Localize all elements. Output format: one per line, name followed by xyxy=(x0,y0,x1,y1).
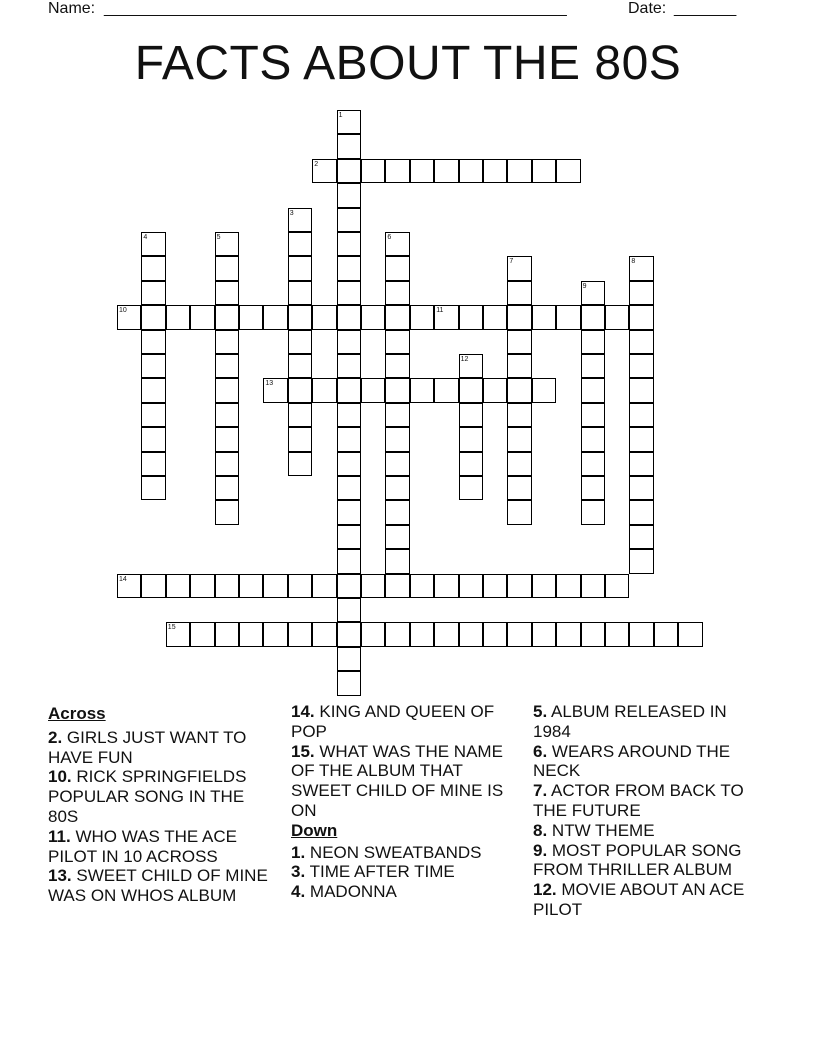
grid-cell[interactable] xyxy=(215,281,239,305)
grid-cell[interactable] xyxy=(532,622,556,646)
grid-cell[interactable] xyxy=(337,330,361,354)
grid-cell[interactable] xyxy=(434,622,458,646)
grid-cell[interactable] xyxy=(556,622,580,646)
grid-cell[interactable] xyxy=(410,622,434,646)
clue-down-5 xyxy=(533,702,763,742)
clue-down-9 xyxy=(533,841,763,881)
grid-cell[interactable] xyxy=(434,574,458,598)
clue-down-8 xyxy=(533,821,763,841)
grid-cell[interactable] xyxy=(190,574,214,598)
clue-number-label: 15 xyxy=(167,624,176,632)
grid-cell[interactable] xyxy=(166,305,190,329)
clue-number-label: 8 xyxy=(631,258,636,266)
grid-cell[interactable] xyxy=(581,403,605,427)
grid-cell[interactable] xyxy=(215,354,239,378)
grid-cell[interactable] xyxy=(507,403,531,427)
clue-number: 3. xyxy=(291,862,306,882)
grid-cell[interactable] xyxy=(263,574,287,598)
grid-cell[interactable] xyxy=(654,622,678,646)
clue-text: NTW THEME xyxy=(551,820,655,840)
clue-text: NEON SWEATBANDS xyxy=(309,842,482,862)
clue-number: 10. xyxy=(48,767,72,787)
clue-text: WEARS AROUND THE NECK xyxy=(533,741,731,781)
clue-across-14 xyxy=(291,702,521,742)
grid-cell[interactable] xyxy=(532,574,556,598)
grid-cell[interactable] xyxy=(141,574,165,598)
grid-cell[interactable] xyxy=(215,622,239,646)
grid-cell[interactable] xyxy=(459,622,483,646)
across-heading: Across xyxy=(48,704,106,723)
date-field-line[interactable]: _______ xyxy=(674,0,737,17)
grid-cell[interactable] xyxy=(288,330,312,354)
grid-cell[interactable] xyxy=(288,403,312,427)
grid-cell[interactable] xyxy=(385,427,409,451)
grid-cell[interactable] xyxy=(507,354,531,378)
clue-down-3 xyxy=(291,862,521,882)
grid-cell[interactable] xyxy=(337,134,361,158)
grid-cell[interactable] xyxy=(288,256,312,280)
grid-cell[interactable] xyxy=(215,403,239,427)
clue-number: 5. xyxy=(533,702,548,721)
grid-cell[interactable] xyxy=(337,500,361,524)
clue-number-label: 14 xyxy=(119,575,127,583)
grid-cell[interactable] xyxy=(581,476,605,500)
grid-cell[interactable] xyxy=(385,305,409,329)
grid-cell[interactable] xyxy=(166,622,190,646)
grid-cell[interactable] xyxy=(507,378,531,402)
grid-cell[interactable] xyxy=(337,281,361,305)
grid-cell[interactable] xyxy=(239,622,263,646)
grid-cell[interactable] xyxy=(312,305,336,329)
clue-down-1 xyxy=(291,843,521,863)
grid-cell[interactable] xyxy=(410,305,434,329)
grid-cell[interactable] xyxy=(629,330,653,354)
grid-cell[interactable] xyxy=(215,476,239,500)
grid-cell[interactable] xyxy=(337,598,361,622)
grid-cell[interactable] xyxy=(263,305,287,329)
grid-cell[interactable] xyxy=(312,574,336,598)
grid-cell[interactable] xyxy=(337,647,361,671)
grid-cell[interactable] xyxy=(337,427,361,451)
grid-cell[interactable] xyxy=(361,305,385,329)
grid-cell[interactable] xyxy=(215,452,239,476)
grid-cell[interactable] xyxy=(337,305,361,329)
grid-cell[interactable] xyxy=(385,159,409,183)
grid-cell[interactable] xyxy=(288,427,312,451)
grid-cell[interactable] xyxy=(507,281,531,305)
grid-cell[interactable] xyxy=(141,305,165,329)
grid-cell[interactable] xyxy=(337,622,361,646)
clue-text: MADONNA xyxy=(309,882,397,902)
clue-text: MOVIE ABOUT AN ACE PILOT xyxy=(533,880,745,919)
grid-cell[interactable] xyxy=(459,427,483,451)
grid-cell[interactable] xyxy=(459,378,483,402)
grid-cell[interactable] xyxy=(532,305,556,329)
grid-cell[interactable] xyxy=(507,622,531,646)
grid-cell[interactable] xyxy=(629,281,653,305)
clue-number-label: 5 xyxy=(216,234,221,241)
grid-cell[interactable] xyxy=(215,427,239,451)
clue-number-label: 9 xyxy=(582,282,587,290)
grid-cell[interactable] xyxy=(556,159,580,183)
grid-cell[interactable] xyxy=(581,622,605,646)
grid-cell[interactable] xyxy=(361,622,385,646)
grid-cell[interactable] xyxy=(385,403,409,427)
grid-cell[interactable] xyxy=(459,159,483,183)
grid-cell[interactable] xyxy=(629,403,653,427)
grid-cell[interactable] xyxy=(483,622,507,646)
grid-cell[interactable] xyxy=(605,574,629,598)
grid-cell[interactable] xyxy=(507,574,531,598)
grid-cell[interactable] xyxy=(312,622,336,646)
grid-cell[interactable] xyxy=(141,354,165,378)
grid-cell[interactable] xyxy=(385,378,409,402)
down-heading: Down xyxy=(291,820,338,840)
grid-cell[interactable] xyxy=(483,305,507,329)
grid-cell[interactable] xyxy=(385,281,409,305)
grid-cell[interactable] xyxy=(434,305,458,329)
grid-cell[interactable] xyxy=(190,622,214,646)
grid-cell[interactable] xyxy=(678,622,702,646)
clue-number: 12. xyxy=(533,880,557,900)
clue-number-label: 2 xyxy=(314,160,319,168)
grid-cell[interactable] xyxy=(337,208,361,232)
grid-cell[interactable] xyxy=(385,256,409,280)
grid-cell[interactable] xyxy=(581,281,605,305)
grid-cell[interactable] xyxy=(581,427,605,451)
grid-cell[interactable] xyxy=(337,159,361,183)
clue-number: 9. xyxy=(533,840,548,860)
grid-cell[interactable] xyxy=(215,378,239,402)
grid-cell[interactable] xyxy=(337,452,361,476)
grid-cell[interactable] xyxy=(141,256,165,280)
worksheet-header xyxy=(48,0,748,20)
grid-cell[interactable] xyxy=(337,549,361,573)
clue-down-6 xyxy=(533,742,763,782)
grid-cell[interactable] xyxy=(556,574,580,598)
grid-cell[interactable] xyxy=(337,110,361,134)
grid-cell[interactable] xyxy=(215,256,239,280)
grid-cell[interactable] xyxy=(166,574,190,598)
grid-cell[interactable] xyxy=(263,622,287,646)
grid-cell[interactable] xyxy=(410,574,434,598)
clues-column-3 xyxy=(533,702,763,920)
grid-cell[interactable] xyxy=(385,500,409,524)
date-label: Date: xyxy=(628,0,667,17)
grid-cell[interactable] xyxy=(288,574,312,598)
grid-cell[interactable] xyxy=(629,622,653,646)
name-field-line[interactable]: ____________________________________________________ xyxy=(104,0,567,17)
grid-cell[interactable] xyxy=(459,305,483,329)
grid-cell[interactable] xyxy=(337,671,361,695)
grid-cell[interactable] xyxy=(629,427,653,451)
clue-number-label: 11 xyxy=(436,307,444,315)
grid-cell[interactable] xyxy=(507,500,531,524)
grid-cell[interactable] xyxy=(385,330,409,354)
grid-cell[interactable] xyxy=(507,427,531,451)
clue-number: 2. xyxy=(48,727,63,747)
clues-column-1 xyxy=(48,702,278,906)
clue-text: GIRLS JUST WANT TO HAVE FUN xyxy=(48,727,247,767)
grid-cell[interactable] xyxy=(337,354,361,378)
grid-cell[interactable] xyxy=(556,305,580,329)
grid-cell[interactable] xyxy=(337,574,361,598)
grid-cell[interactable] xyxy=(239,574,263,598)
grid-cell[interactable] xyxy=(459,476,483,500)
grid-cell[interactable] xyxy=(190,305,214,329)
grid-cell[interactable] xyxy=(385,525,409,549)
grid-cell[interactable] xyxy=(629,500,653,524)
grid-cell[interactable] xyxy=(239,305,263,329)
clue-text: WHO WAS THE ACE PILOT IN 10 ACROSS xyxy=(48,826,237,866)
grid-cell[interactable] xyxy=(288,305,312,329)
grid-cell[interactable] xyxy=(361,378,385,402)
clue-number: 4. xyxy=(291,882,306,902)
grid-cell[interactable] xyxy=(141,378,165,402)
clue-down-7 xyxy=(533,781,763,821)
grid-cell[interactable] xyxy=(507,452,531,476)
grid-cell[interactable] xyxy=(605,305,629,329)
grid-cell[interactable] xyxy=(459,452,483,476)
grid-cell[interactable] xyxy=(410,378,434,402)
clue-number-label: 13 xyxy=(265,380,274,388)
clue-text: ALBUM RELEASED IN 1984 xyxy=(533,702,727,741)
clue-text: WHAT WAS THE NAME OF THE ALBUM THAT SWEET CHILD OF MINE IS ON xyxy=(291,741,504,820)
grid-cell[interactable] xyxy=(288,281,312,305)
grid-cell[interactable] xyxy=(141,330,165,354)
grid-cell[interactable] xyxy=(361,574,385,598)
clue-across-10 xyxy=(48,767,278,826)
grid-cell[interactable] xyxy=(385,622,409,646)
clue-number: 8. xyxy=(533,820,548,840)
grid-cell[interactable] xyxy=(312,378,336,402)
grid-cell[interactable] xyxy=(581,500,605,524)
clue-text: RICK SPRINGFIELDS POPULAR SONG IN THE 80S xyxy=(48,767,247,826)
grid-cell[interactable] xyxy=(263,378,287,402)
grid-cell[interactable] xyxy=(337,403,361,427)
grid-cell[interactable] xyxy=(141,427,165,451)
clue-number-label: 4 xyxy=(143,234,148,241)
grid-cell[interactable] xyxy=(141,232,165,256)
clue-number-label: 12 xyxy=(460,356,469,363)
grid-cell[interactable] xyxy=(215,232,239,256)
grid-cell[interactable] xyxy=(581,378,605,402)
grid-cell[interactable] xyxy=(337,525,361,549)
clue-number: 11. xyxy=(48,826,71,846)
grid-cell[interactable] xyxy=(117,305,141,329)
grid-cell[interactable] xyxy=(434,378,458,402)
grid-cell[interactable] xyxy=(629,476,653,500)
grid-cell[interactable] xyxy=(385,549,409,573)
grid-cell[interactable] xyxy=(483,574,507,598)
grid-cell[interactable] xyxy=(141,403,165,427)
grid-cell[interactable] xyxy=(581,452,605,476)
grid-cell[interactable] xyxy=(141,452,165,476)
clue-number: 15. xyxy=(291,741,315,761)
grid-cell[interactable] xyxy=(629,549,653,573)
clue-number-label: 3 xyxy=(289,209,294,217)
grid-cell[interactable] xyxy=(629,256,653,280)
grid-cell[interactable] xyxy=(337,232,361,256)
grid-cell[interactable] xyxy=(629,305,653,329)
grid-cell[interactable] xyxy=(532,378,556,402)
grid-cell[interactable] xyxy=(459,574,483,598)
grid-cell[interactable] xyxy=(337,256,361,280)
grid-cell[interactable] xyxy=(337,476,361,500)
clue-number-label: 10 xyxy=(119,307,127,315)
page-title: FACTS ABOUT THE 80S xyxy=(134,37,682,90)
grid-cell[interactable] xyxy=(337,183,361,207)
clue-down-12 xyxy=(533,880,763,920)
grid-cell[interactable] xyxy=(215,305,239,329)
grid-cell[interactable] xyxy=(581,305,605,329)
name-label: Name: xyxy=(48,0,96,17)
grid-cell[interactable] xyxy=(215,330,239,354)
clue-text: KING AND QUEEN OF POP xyxy=(291,702,495,741)
clue-number: 1. xyxy=(291,842,306,862)
clue-number: 13. xyxy=(48,866,72,886)
grid-cell[interactable] xyxy=(385,232,409,256)
clue-number-label: 6 xyxy=(387,234,392,241)
clue-text: MOST POPULAR SONG FROM THRILLER ALBUM xyxy=(533,840,742,880)
clue-across-13 xyxy=(48,866,278,906)
clue-number-label: 1 xyxy=(338,112,343,119)
grid-cell[interactable] xyxy=(215,500,239,524)
grid-cell[interactable] xyxy=(385,354,409,378)
grid-cell[interactable] xyxy=(337,378,361,402)
grid-cell[interactable] xyxy=(385,476,409,500)
clue-number: 7. xyxy=(533,781,548,801)
clue-across-15 xyxy=(291,742,521,821)
grid-cell[interactable] xyxy=(361,159,385,183)
clues-column-2 xyxy=(291,702,521,902)
grid-cell[interactable] xyxy=(507,256,531,280)
grid-cell[interactable] xyxy=(288,354,312,378)
grid-cell[interactable] xyxy=(288,622,312,646)
grid-cell[interactable] xyxy=(507,305,531,329)
grid-cell[interactable] xyxy=(141,281,165,305)
clue-text: SWEET CHILD OF MINE WAS ON WHOS ALBUM xyxy=(48,866,268,906)
clue-text: TIME AFTER TIME xyxy=(309,862,455,882)
grid-cell[interactable] xyxy=(581,574,605,598)
clue-across-2 xyxy=(48,728,278,768)
grid-cell[interactable] xyxy=(629,378,653,402)
grid-cell[interactable] xyxy=(385,452,409,476)
clue-text: ACTOR FROM BACK TO THE FUTURE xyxy=(533,781,744,820)
clue-number: 6. xyxy=(533,741,548,761)
grid-cell[interactable] xyxy=(532,159,556,183)
grid-cell[interactable] xyxy=(288,208,312,232)
grid-cell[interactable] xyxy=(581,330,605,354)
clue-across-11 xyxy=(48,827,278,867)
grid-cell[interactable] xyxy=(288,378,312,402)
grid-cell[interactable] xyxy=(507,330,531,354)
grid-cell[interactable] xyxy=(141,476,165,500)
grid-cell[interactable] xyxy=(312,159,336,183)
grid-cell[interactable] xyxy=(459,354,483,378)
grid-cell[interactable] xyxy=(385,574,409,598)
grid-cell[interactable] xyxy=(288,452,312,476)
grid-cell[interactable] xyxy=(215,574,239,598)
clue-number: 14. xyxy=(291,702,315,721)
grid-cell[interactable] xyxy=(434,159,458,183)
grid-cell[interactable] xyxy=(410,159,434,183)
clue-number-label: 7 xyxy=(509,258,514,266)
clue-down-4 xyxy=(291,882,521,902)
grid-cell[interactable] xyxy=(605,622,629,646)
grid-cell[interactable] xyxy=(483,159,507,183)
grid-cell[interactable] xyxy=(459,403,483,427)
grid-cell[interactable] xyxy=(483,378,507,402)
grid-cell[interactable] xyxy=(288,232,312,256)
grid-cell[interactable] xyxy=(117,574,141,598)
grid-cell[interactable] xyxy=(629,452,653,476)
grid-cell[interactable] xyxy=(507,476,531,500)
grid-cell[interactable] xyxy=(629,525,653,549)
grid-cell[interactable] xyxy=(629,354,653,378)
grid-cell[interactable] xyxy=(507,159,531,183)
grid-cell[interactable] xyxy=(581,354,605,378)
